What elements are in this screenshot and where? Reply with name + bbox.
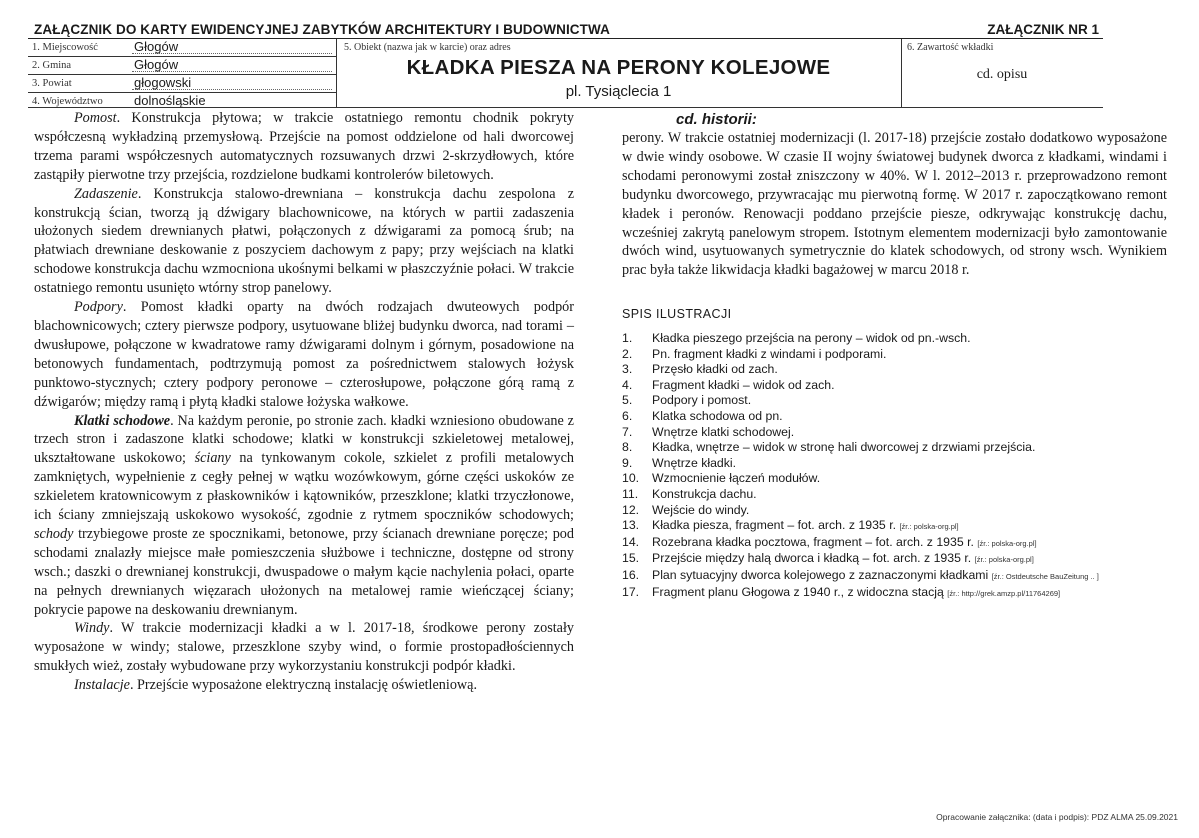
illustration-number: 9. bbox=[622, 455, 633, 470]
illustration-caption: Wejście do windy. bbox=[652, 502, 750, 517]
section-heading: Instalacje bbox=[74, 677, 130, 694]
paragraph-instalacje bbox=[34, 676, 574, 695]
illustration-item bbox=[622, 518, 1182, 535]
attachment-number: ZAŁĄCZNIK NR 1 bbox=[987, 22, 1099, 37]
illustration-number: 11. bbox=[622, 486, 639, 501]
illustration-caption: Przejście między halą dworca i kładką – fot. arch. z 1935 r. bbox=[652, 551, 975, 566]
paragraph-pomost bbox=[34, 109, 574, 185]
paragraph-text: . Konstrukcja płytowa; w trakcie ostatniego remontu chodnik pokryty współczesną wykładziną przemysłową. Przejście na pomost oddzielone od hali dworcowej trzema parami współczesnych automatycznych rozsuwanych drzwi 2-skrzydłowych, które zastąpiły pierwotne trzy przejścia, rozdzielone budkami kontrolerów biletowych. bbox=[34, 110, 574, 183]
illustration-caption: Kładka piesza, fragment – fot. arch. z 1935 r. bbox=[652, 518, 900, 533]
section-heading: Klatki schodowe bbox=[74, 412, 171, 429]
illustration-caption: Przęsło kładki od zach. bbox=[652, 362, 778, 377]
object-block bbox=[336, 39, 901, 107]
illustration-caption: Pn. fragment kładki z windami i podporami. bbox=[652, 346, 887, 361]
illustration-caption: Kładka, wnętrze – widok w stronę hali dworcowej z drzwiami przejścia. bbox=[652, 440, 1036, 455]
illustration-number: 2. bbox=[622, 346, 633, 361]
inline-term: ściany bbox=[194, 450, 231, 467]
location-value: dolnośląskie bbox=[134, 93, 206, 108]
attachment-header-title: ZAŁĄCZNIK DO KARTY EWIDENCYJNEJ ZABYTKÓW ARCHITEKTURY I BUDOWNICTWA bbox=[34, 22, 610, 37]
illustration-caption: Wzmocnienie łączeń modułów. bbox=[652, 471, 821, 486]
illustration-number: 13. bbox=[622, 518, 640, 533]
history-column bbox=[622, 129, 1167, 280]
illustration-item bbox=[622, 585, 1182, 602]
section-heading: Windy bbox=[74, 620, 110, 637]
illustration-number: 1. bbox=[622, 331, 633, 345]
illustration-item bbox=[622, 378, 1182, 394]
illustration-item bbox=[622, 487, 1182, 503]
illustration-source: [źr.: polska-org.pl] bbox=[974, 555, 1034, 565]
paragraph-windy bbox=[34, 619, 574, 676]
illustration-source: [źr.: Ostdeutsche BauZeitung .. ] bbox=[991, 571, 1099, 581]
illustration-number: 7. bbox=[622, 424, 633, 439]
illustration-source: [źr.: http://grek.amzp.pl/11764269] bbox=[947, 588, 1061, 598]
table-bottom-rule bbox=[28, 107, 1103, 108]
history-paragraph: perony. W trakcie ostatniej modernizacji (l. 2017-18) przejście zostało dodatkowo wyposażone w dwie windy osobowe. W czasie II wojny światowej budynek dworca z kładkami, windami i schodami peronowymi został zniszczony w 40%. W l. 2012–2013 r. przeprowadzono remont budynku dworcowego, przywracając mu pierwotną formę. W 2017 r. zapoczątkowano remont kładek i peronów. Renowacji poddano przejście piesze, odkrywając konstrukcję dachu, wcześniej zakrytą panelowym stropem. Istotnym elementem modernizacji było zamontowanie dwóch wind, usytuowanych symetrycznie do klatek schodowych, od strony wsch. Wynikiem prac była także likwidacja kładki bagażowej w marcu 2018 r. bbox=[622, 130, 1167, 279]
illustration-caption: Wnętrze kładki. bbox=[652, 455, 737, 470]
paragraph-podpory bbox=[34, 298, 574, 411]
location-value: głogowski bbox=[134, 75, 192, 90]
location-label: 4. Województwo bbox=[32, 96, 103, 107]
paragraph-text: trzybiegowe proste ze spocznikami, betonowe, przy ścianach drewniane poręcze; pod schodami znalazły miejsce małe pomieszczenia służbowe i techniczne, dostępne od strony wsch.; daszki o drewnianej konstrukcji, dwuspadowe o małym kącie nachylenia połaci, oparte na pełnych drewnianych więzarach ułożonych na metalowej ramie wieńczącej ściany; pokrycie papowe na deskowaniu drewnianym. bbox=[34, 525, 574, 618]
contents-value: cd. opisu bbox=[976, 67, 1028, 82]
illustration-item bbox=[622, 362, 1182, 378]
illustration-item bbox=[622, 425, 1182, 441]
illustration-number: 4. bbox=[622, 377, 633, 392]
illustration-item bbox=[622, 551, 1182, 568]
illustration-item bbox=[622, 409, 1182, 425]
illustration-number: 8. bbox=[622, 440, 633, 455]
illustrations-list bbox=[622, 331, 1182, 601]
illustration-item bbox=[622, 456, 1182, 472]
location-label: 3. Powiat bbox=[32, 78, 72, 89]
illustration-caption: Plan sytuacyjny dworca kolejowego z zaznaczonymi kładkami bbox=[652, 567, 992, 582]
location-label: 1. Miejscowość bbox=[32, 42, 98, 53]
illustration-item bbox=[622, 535, 1182, 552]
paragraph-zadaszenie bbox=[34, 185, 574, 298]
illustration-item bbox=[622, 568, 1182, 585]
footer-signature: Opracowanie załącznika: (data i podpis): PDZ ALMA 25.09.2021 bbox=[936, 812, 1178, 822]
illustration-number: 10. bbox=[622, 471, 640, 486]
paragraph-text: . Na każdym peronie, po stronie zach. kładki wzniesiono obudowane z trzech stron i zadaszone klatki schodowe; klatki w konstrukcji szkieletowej metalowej, ukształtowane uskokowo; bbox=[34, 412, 574, 467]
illustration-number: 5. bbox=[622, 393, 633, 408]
location-row bbox=[28, 75, 336, 93]
illustration-caption: Podpory i pomost. bbox=[652, 393, 752, 408]
section-heading: Podpory bbox=[74, 299, 123, 316]
illustration-number: 14. bbox=[622, 534, 640, 549]
illustration-caption: Kładka pieszego przejścia na perony – widok od pn.-wsch. bbox=[652, 331, 971, 345]
paragraph-text: . Przejście wyposażone elektryczną instalację oświetleniową. bbox=[129, 677, 478, 694]
illustration-item bbox=[622, 347, 1182, 363]
location-value: Głogów bbox=[134, 57, 179, 72]
location-row bbox=[28, 39, 336, 57]
paragraph-text: . W trakcie modernizacji kładki a w l. 2017-18, środkowe perony zostały wyposażone w windy; stalowe, przeszklone szyby wind, o formie prostopadłościennych smukłych wież, zostały wybudowane przy wykorzystaniu konstrukcji podpór kładki. bbox=[34, 620, 574, 675]
section-heading: Pomost bbox=[74, 110, 117, 126]
history-continuation-title: cd. historii: bbox=[676, 111, 757, 128]
illustration-item bbox=[622, 393, 1182, 409]
illustration-source: [źr.: polska-org.pl] bbox=[899, 522, 959, 532]
section-heading: Zadaszenie bbox=[74, 185, 138, 202]
object-address: pl. Tysiąclecia 1 bbox=[565, 83, 672, 100]
inline-term: schody bbox=[34, 525, 74, 542]
illustration-item bbox=[622, 331, 1182, 347]
illustration-item bbox=[622, 440, 1182, 456]
contents-label: 6. Zawartość wkładki bbox=[907, 42, 994, 53]
paragraph-klatki-schodowe bbox=[34, 412, 574, 620]
illustration-item bbox=[622, 471, 1182, 487]
illustration-caption: Wnętrze klatki schodowej. bbox=[652, 424, 795, 439]
illustration-caption: Rozebrana kładka pocztowa, fragment – fot. arch. z 1935 r. bbox=[652, 534, 978, 549]
location-label: 2. Gmina bbox=[32, 60, 72, 71]
illustration-caption: Fragment kładki – widok od zach. bbox=[652, 377, 835, 392]
illustration-caption: Klatka schodowa od pn. bbox=[652, 408, 783, 423]
illustration-caption: Fragment planu Głogowa z 1940 r., z widoczna stacją bbox=[652, 584, 948, 599]
description-column bbox=[34, 109, 574, 695]
illustrations-title: SPIS ILUSTRACJI bbox=[622, 307, 732, 321]
illustration-number: 6. bbox=[622, 408, 633, 423]
paragraph-text: . Pomost kładki oparty na dwóch rodzajach dwuteowych podpór blachownicowych; cztery pierwsze podpory, usytuowane bliżej budynku dworca, nad torami – dwusłupowe, połączone w kwadratowe ramy dźwigarami dolnym i górnym, posadowione na betonowych fundamentach, podtrzymują pomost za pośrednictwem stalowych łożysk punktowo-stycznych; cztery podpory peronowe – czterosłupowe, połączone górą ramą z dźwigarów; między ramą i płytą kładki stalowe łożyska wałkowe. bbox=[34, 299, 574, 410]
paragraph-text: . Konstrukcja stalowo-drewniana – konstrukcja dachu zespolona z konstrukcją ścian, tworzą ją dźwigary blachownicowe, na których w partii zadaszenia ułożonych siedem drewnianych płatwi, połączonych z dźwigarami za pomocą śrub; na płatwiach drewniane deskowanie z poszyciem dachowym z papy; przy wejściach na klatki schodowe konstrukcja dachu wzmocniona ukośnymi belkami w płaszczyźnie połaci. W trakcie ostatniego remontu usunięto wtórny strop panelowy. bbox=[34, 185, 574, 297]
location-table bbox=[28, 39, 336, 110]
illustration-caption: Konstrukcja dachu. bbox=[652, 486, 757, 501]
illustration-number: 12. bbox=[622, 502, 640, 517]
illustration-number: 16. bbox=[622, 567, 640, 582]
illustration-number: 15. bbox=[622, 551, 640, 566]
object-title: KŁADKA PIESZA NA PERONY KOLEJOWE bbox=[406, 56, 831, 79]
illustration-item bbox=[622, 503, 1182, 519]
contents-block bbox=[901, 39, 1103, 107]
illustration-number: 3. bbox=[622, 362, 633, 377]
location-value: Głogów bbox=[134, 39, 179, 54]
illustration-source: [źr.: polska-org.pl] bbox=[977, 538, 1037, 548]
location-row bbox=[28, 57, 336, 75]
object-label: 5. Obiekt (nazwa jak w karcie) oraz adres bbox=[344, 42, 511, 53]
paragraph-text: na tynkowanym cokole, szkielet z profili metalowych zamkniętych, wypełnienie z cegły pełnej w wątku wozówkowym, górne części uskoków ze szkieletem kratownicowym z płaskowników i kątowników, przeszklone; klatki trzyczłonowe, ich ściany zmniejszają uskokowo wysokość, zgodnie z rytmem spoczników schodowych; bbox=[34, 450, 575, 524]
illustration-number: 17. bbox=[622, 584, 640, 599]
